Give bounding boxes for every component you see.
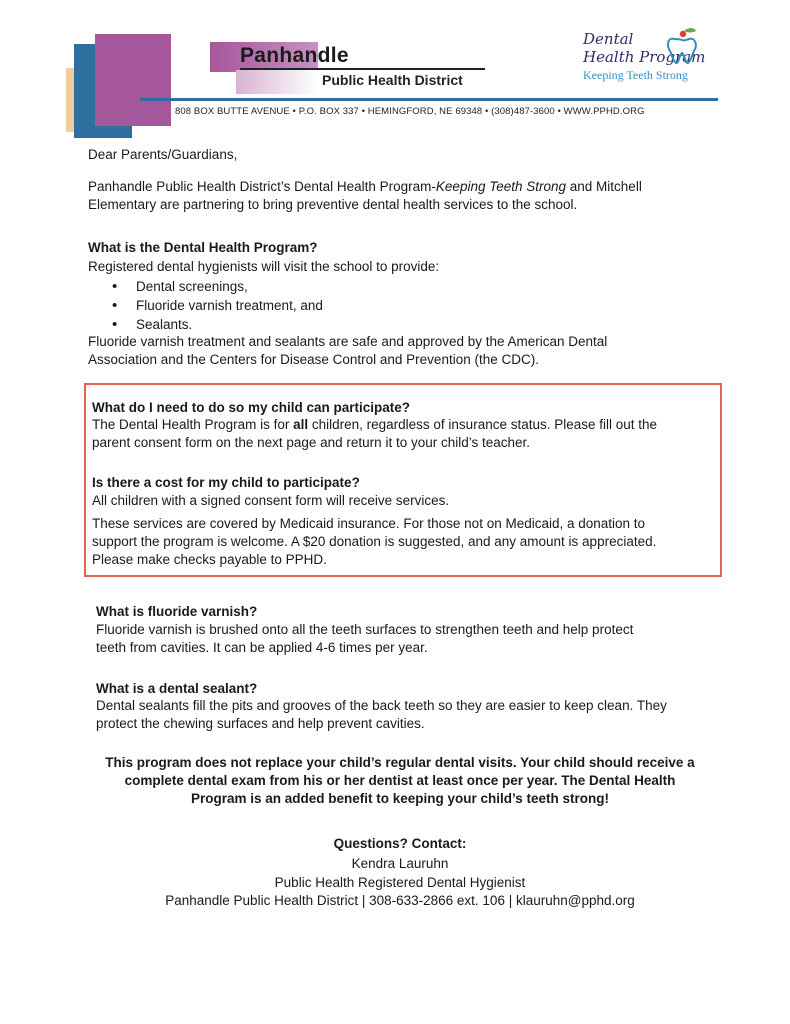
cost-text-4: Please make checks payable to PPHD. [92, 552, 327, 567]
cost-paragraph [92, 515, 712, 569]
fluoride-text-2: teeth from cavities. It can be applied 4-6 times per year. [96, 640, 428, 655]
logo-sub-background [236, 70, 318, 94]
notice-text-2: complete dental exam from his or her dentist at least once per year. The Dental Health [124, 773, 676, 788]
intro-text-1: Panhandle Public Health District’s Dental Health Program- [88, 179, 436, 194]
intro-italic: Keeping Teeth Strong [435, 179, 567, 194]
sealant-heading: What is a dental sealant? [96, 681, 258, 696]
what-heading: What is the Dental Health Program? [88, 240, 318, 255]
participate-text-2: parent consent form on the next page and return it to your child’s teacher. [92, 435, 531, 450]
sealant-text-2: protect the chewing surfaces and help prevent cavities. [96, 716, 425, 731]
safety-text-1: Fluoride varnish treatment and sealants are safe and approved by the American Dental [88, 334, 608, 349]
fluoride-text-1: Fluoride varnish is brushed onto all the teeth surfaces to strengthen teeth and help protect [96, 622, 634, 637]
org-subtitle: Public Health District [322, 72, 463, 88]
list-item: • Fluoride varnish treatment, and [112, 296, 323, 315]
letterhead-rule [140, 98, 718, 101]
tooth-icon [662, 27, 708, 67]
participate-text-1a: The Dental Health Program is for [92, 417, 294, 432]
contact-name: Kendra Lauruhn [351, 856, 449, 871]
participate-heading: What do I need to do so my child can participate? [92, 400, 411, 415]
notice-paragraph [80, 754, 720, 808]
list-item: • Dental screenings, [112, 277, 323, 296]
contact-details: Panhandle Public Health District | 308-633-2866 ext. 106 | klauruhn@pphd.org [165, 893, 635, 908]
list-item: • Sealants. [112, 315, 323, 334]
logo-square-purple [95, 34, 171, 126]
cost-heading: Is there a cost for my child to participate? [92, 475, 360, 490]
cost-text-1: All children with a signed consent form will receive services. [92, 493, 450, 508]
safety-paragraph [88, 333, 688, 369]
program-logo-line2: Health Program [583, 48, 706, 66]
contact-title: Public Health Registered Dental Hygienist [274, 875, 526, 890]
intro-text-3: Elementary are partnering to bring preventive dental health services to the school. [88, 197, 578, 212]
participate-text-1c: children, regardless of insurance status. Please fill out the [308, 417, 658, 432]
sealant-paragraph [96, 697, 716, 733]
fluoride-heading: What is fluoride varnish? [96, 604, 258, 619]
program-logo-line1: Dental [583, 30, 634, 48]
notice-text-1: This program does not replace your child’s regular dental visits. Your child should receive a [105, 755, 695, 770]
services-list [112, 277, 323, 334]
sealant-text-1: Dental sealants fill the pits and grooves of the back teeth so they are easier to keep clean. They [96, 698, 667, 713]
org-name: Panhandle [240, 44, 349, 67]
intro-text-2: and Mitchell [566, 179, 642, 194]
program-tagline: Keeping Teeth Strong [583, 68, 688, 82]
cost-text-3: support the program is welcome. A $20 donation is suggested, and any amount is appreciated. [92, 534, 657, 549]
intro-paragraph [88, 178, 688, 214]
letterhead-address: 808 BOX BUTTE AVENUE • P.O. BOX 337 • HEMINGFORD, NE 69348 • (308)487-3600 • WWW.PPHD.ORG [175, 106, 645, 117]
participate-text-1b: all [293, 417, 309, 432]
logo-rule [240, 68, 485, 70]
participate-paragraph [92, 416, 712, 452]
notice-text-3: Program is an added benefit to keeping your child’s teeth strong! [190, 791, 610, 806]
fluoride-paragraph [96, 621, 716, 657]
cost-text-2: These services are covered by Medicaid insurance. For those not on Medicaid, a donation to [92, 516, 646, 531]
salutation: Dear Parents/Guardians, [88, 147, 238, 162]
what-text: Registered dental hygienists will visit the school to provide: [88, 259, 440, 274]
contact-heading: Questions? Contact: [333, 836, 467, 851]
safety-text-2: Association and the Centers for Disease Control and Prevention (the CDC). [88, 352, 539, 367]
